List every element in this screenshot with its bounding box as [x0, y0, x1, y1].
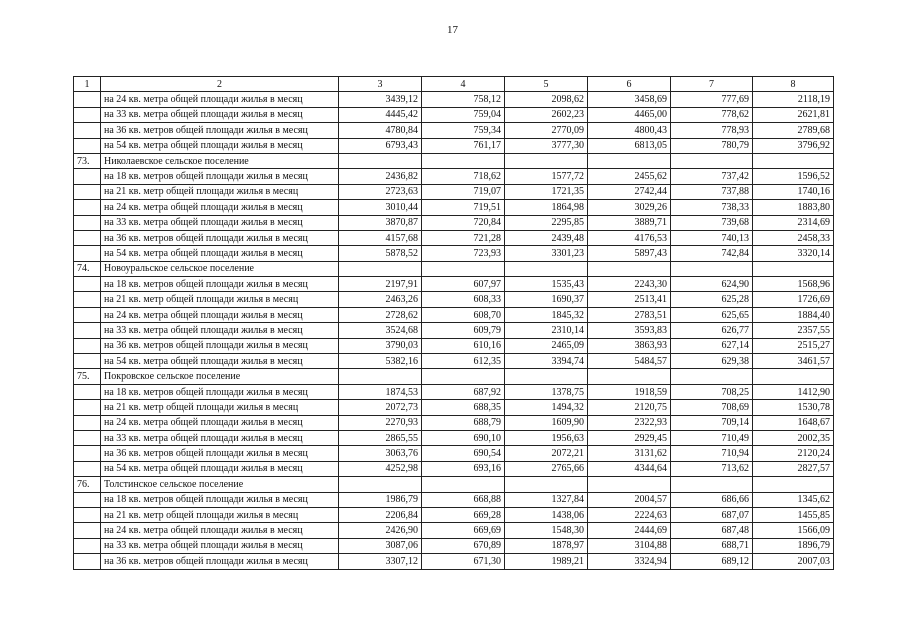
value-cell-col3: 4252,98 [339, 461, 422, 476]
value-cell-col6: 3889,71 [588, 215, 671, 230]
table-row [74, 138, 834, 153]
row-number-cell [74, 246, 101, 261]
value-cell-col7: 687,07 [671, 507, 753, 522]
table-row [74, 507, 834, 522]
value-cell-col3: 2206,84 [339, 507, 422, 522]
area-description-cell: на 33 кв. метра общей площади жилья в месяц [101, 215, 339, 230]
value-cell-col6: 2513,41 [588, 292, 671, 307]
value-cell-col6: 3593,83 [588, 323, 671, 338]
area-description-cell: на 21 кв. метр общей площади жилья в месяц [101, 507, 339, 522]
value-cell-col7: 625,28 [671, 292, 753, 307]
settlement-row [74, 369, 834, 384]
value-cell-col4 [422, 369, 505, 384]
row-number-cell [74, 292, 101, 307]
value-cell-col8: 1726,69 [753, 292, 834, 307]
value-cell-col6: 4176,53 [588, 230, 671, 245]
value-cell-col3: 4780,84 [339, 123, 422, 138]
value-cell-col7: 737,42 [671, 169, 753, 184]
value-cell-col5: 1494,32 [505, 400, 588, 415]
value-cell-col7: 687,48 [671, 523, 753, 538]
row-number-cell [74, 523, 101, 538]
area-description-cell: на 21 кв. метр общей площади жилья в месяц [101, 292, 339, 307]
value-cell-col7: 709,14 [671, 415, 753, 430]
value-cell-col6: 3131,62 [588, 446, 671, 461]
value-cell-col8: 2118,19 [753, 92, 834, 107]
table-row [74, 200, 834, 215]
table-body [74, 77, 834, 570]
value-cell-col8: 1345,62 [753, 492, 834, 507]
row-number-cell [74, 430, 101, 445]
value-cell-col4: 669,28 [422, 507, 505, 522]
value-cell-col5: 3394,74 [505, 354, 588, 369]
table-row [74, 107, 834, 122]
value-cell-col3: 3870,87 [339, 215, 422, 230]
value-cell-col8: 2007,03 [753, 554, 834, 569]
value-cell-col5 [505, 153, 588, 168]
value-cell-col7: 708,25 [671, 384, 753, 399]
settlement-row [74, 261, 834, 276]
area-description-cell: на 36 кв. метров общей площади жилья в месяц [101, 554, 339, 569]
value-cell-col7: 629,38 [671, 354, 753, 369]
area-description-cell: на 33 кв. метра общей площади жилья в месяц [101, 323, 339, 338]
value-cell-col6 [588, 153, 671, 168]
value-cell-col8: 1530,78 [753, 400, 834, 415]
area-description-cell: на 33 кв. метра общей площади жилья в месяц [101, 538, 339, 553]
value-cell-col4: 721,28 [422, 230, 505, 245]
value-cell-col3: 2270,93 [339, 415, 422, 430]
value-cell-col8: 1740,16 [753, 184, 834, 199]
value-cell-col3: 2865,55 [339, 430, 422, 445]
value-cell-col5: 3301,23 [505, 246, 588, 261]
value-cell-col5: 2765,66 [505, 461, 588, 476]
row-number-cell [74, 492, 101, 507]
area-description-cell: на 54 кв. метра общей площади жилья в месяц [101, 354, 339, 369]
area-description-cell: на 18 кв. метров общей площади жилья в месяц [101, 492, 339, 507]
tariff-table [73, 76, 834, 570]
value-cell-col7 [671, 477, 753, 492]
value-cell-col8: 2314,69 [753, 215, 834, 230]
value-cell-col5: 1438,06 [505, 507, 588, 522]
header-cell: 3 [339, 77, 422, 92]
value-cell-col3: 2463,26 [339, 292, 422, 307]
row-number-cell [74, 277, 101, 292]
value-cell-col6: 4800,43 [588, 123, 671, 138]
table-row [74, 184, 834, 199]
value-cell-col7: 778,93 [671, 123, 753, 138]
table-row [74, 461, 834, 476]
row-number-cell [74, 538, 101, 553]
value-cell-col4: 608,33 [422, 292, 505, 307]
value-cell-col3: 3307,12 [339, 554, 422, 569]
value-cell-col4 [422, 153, 505, 168]
value-cell-col7: 686,66 [671, 492, 753, 507]
value-cell-col5: 1956,63 [505, 430, 588, 445]
value-cell-col6: 2120,75 [588, 400, 671, 415]
value-cell-col3: 3790,03 [339, 338, 422, 353]
value-cell-col5: 2072,21 [505, 446, 588, 461]
value-cell-col7: 778,62 [671, 107, 753, 122]
table-row [74, 338, 834, 353]
area-description-cell: на 33 кв. метра общей площади жилья в месяц [101, 107, 339, 122]
header-cell: 5 [505, 77, 588, 92]
value-cell-col5: 1878,97 [505, 538, 588, 553]
value-cell-col6: 4465,00 [588, 107, 671, 122]
value-cell-col3: 2728,62 [339, 307, 422, 322]
value-cell-col4: 718,62 [422, 169, 505, 184]
value-cell-col8: 2621,81 [753, 107, 834, 122]
row-number-cell [74, 354, 101, 369]
value-cell-col7: 625,65 [671, 307, 753, 322]
value-cell-col4: 688,79 [422, 415, 505, 430]
value-cell-col6: 2742,44 [588, 184, 671, 199]
area-description-cell: на 36 кв. метров общей площади жилья в месяц [101, 446, 339, 461]
row-number-cell: 73. [74, 153, 101, 168]
value-cell-col3: 5878,52 [339, 246, 422, 261]
row-number-cell [74, 200, 101, 215]
area-description-cell: на 24 кв. метра общей площади жилья в месяц [101, 523, 339, 538]
value-cell-col7: 739,68 [671, 215, 753, 230]
value-cell-col8: 2789,68 [753, 123, 834, 138]
value-cell-col5: 3777,30 [505, 138, 588, 153]
table-row [74, 277, 834, 292]
area-description-cell: на 24 кв. метра общей площади жилья в месяц [101, 307, 339, 322]
value-cell-col8: 2458,33 [753, 230, 834, 245]
value-cell-col3: 3063,76 [339, 446, 422, 461]
value-cell-col7: 710,49 [671, 430, 753, 445]
value-cell-col4: 759,04 [422, 107, 505, 122]
header-cell: 7 [671, 77, 753, 92]
value-cell-col5 [505, 369, 588, 384]
row-number-cell [74, 461, 101, 476]
value-cell-col3: 2723,63 [339, 184, 422, 199]
value-cell-col7: 688,71 [671, 538, 753, 553]
value-cell-col4: 719,51 [422, 200, 505, 215]
value-cell-col8: 1455,85 [753, 507, 834, 522]
table-row [74, 230, 834, 245]
value-cell-col6: 4344,64 [588, 461, 671, 476]
value-cell-col3: 3087,06 [339, 538, 422, 553]
value-cell-col5: 1721,35 [505, 184, 588, 199]
value-cell-col7 [671, 369, 753, 384]
value-cell-col7 [671, 153, 753, 168]
value-cell-col3: 2072,73 [339, 400, 422, 415]
row-number-cell [74, 107, 101, 122]
table-row [74, 323, 834, 338]
value-cell-col7: 737,88 [671, 184, 753, 199]
table-row [74, 554, 834, 569]
table-row [74, 307, 834, 322]
table-row [74, 430, 834, 445]
value-cell-col4: 719,07 [422, 184, 505, 199]
value-cell-col5 [505, 261, 588, 276]
table-row [74, 492, 834, 507]
row-number-cell [74, 215, 101, 230]
row-number-cell [74, 307, 101, 322]
value-cell-col3: 6793,43 [339, 138, 422, 153]
value-cell-col4: 669,69 [422, 523, 505, 538]
value-cell-col3 [339, 369, 422, 384]
table-row [74, 92, 834, 107]
value-cell-col5: 1535,43 [505, 277, 588, 292]
value-cell-col5: 1327,84 [505, 492, 588, 507]
value-cell-col8: 3320,14 [753, 246, 834, 261]
value-cell-col7: 713,62 [671, 461, 753, 476]
value-cell-col6: 2224,63 [588, 507, 671, 522]
value-cell-col6: 2783,51 [588, 307, 671, 322]
value-cell-col6: 3458,69 [588, 92, 671, 107]
value-cell-col3: 4445,42 [339, 107, 422, 122]
value-cell-col8: 3461,57 [753, 354, 834, 369]
value-cell-col8 [753, 153, 834, 168]
value-cell-col4: 610,16 [422, 338, 505, 353]
value-cell-col3: 3439,12 [339, 92, 422, 107]
value-cell-col5: 1609,90 [505, 415, 588, 430]
value-cell-col4: 612,35 [422, 354, 505, 369]
value-cell-col8 [753, 477, 834, 492]
value-cell-col5: 1548,30 [505, 523, 588, 538]
value-cell-col5: 1577,72 [505, 169, 588, 184]
value-cell-col8 [753, 369, 834, 384]
row-number-cell [74, 138, 101, 153]
area-description-cell: на 21 кв. метр общей площади жилья в месяц [101, 400, 339, 415]
value-cell-col4: 671,30 [422, 554, 505, 569]
value-cell-col4 [422, 477, 505, 492]
settlement-name-cell: Толстинское сельское поселение [101, 477, 339, 492]
value-cell-col4: 761,17 [422, 138, 505, 153]
value-cell-col5: 2770,09 [505, 123, 588, 138]
value-cell-col3: 5382,16 [339, 354, 422, 369]
value-cell-col7: 626,77 [671, 323, 753, 338]
table-row [74, 169, 834, 184]
settlement-name-cell: Николаевское сельское поселение [101, 153, 339, 168]
value-cell-col5: 2310,14 [505, 323, 588, 338]
table-row [74, 292, 834, 307]
value-cell-col6 [588, 477, 671, 492]
header-cell: 8 [753, 77, 834, 92]
value-cell-col5 [505, 477, 588, 492]
table-row [74, 415, 834, 430]
area-description-cell: на 36 кв. метров общей площади жилья в месяц [101, 338, 339, 353]
value-cell-col8 [753, 261, 834, 276]
value-cell-col6: 3863,93 [588, 338, 671, 353]
value-cell-col4: 608,70 [422, 307, 505, 322]
value-cell-col4: 687,92 [422, 384, 505, 399]
row-number-cell [74, 384, 101, 399]
value-cell-col7: 624,90 [671, 277, 753, 292]
table-row [74, 446, 834, 461]
value-cell-col6: 6813,05 [588, 138, 671, 153]
value-cell-col6: 5897,43 [588, 246, 671, 261]
area-description-cell: на 24 кв. метра общей площади жилья в месяц [101, 92, 339, 107]
value-cell-col3: 1874,53 [339, 384, 422, 399]
area-description-cell: на 21 кв. метр общей площади жилья в месяц [101, 184, 339, 199]
area-description-cell: на 36 кв. метров общей площади жилья в месяц [101, 123, 339, 138]
value-cell-col8: 2002,35 [753, 430, 834, 445]
value-cell-col8: 1883,80 [753, 200, 834, 215]
value-cell-col3 [339, 477, 422, 492]
row-number-cell [74, 184, 101, 199]
value-cell-col3: 1986,79 [339, 492, 422, 507]
value-cell-col8: 2827,57 [753, 461, 834, 476]
value-cell-col6: 3324,94 [588, 554, 671, 569]
value-cell-col6: 5484,57 [588, 354, 671, 369]
table-row [74, 354, 834, 369]
value-cell-col3: 2436,82 [339, 169, 422, 184]
header-cell: 4 [422, 77, 505, 92]
table-row [74, 215, 834, 230]
value-cell-col4: 759,34 [422, 123, 505, 138]
value-cell-col5: 2098,62 [505, 92, 588, 107]
value-cell-col5: 1989,21 [505, 554, 588, 569]
row-number-cell: 75. [74, 369, 101, 384]
value-cell-col3: 3010,44 [339, 200, 422, 215]
value-cell-col5: 1864,98 [505, 200, 588, 215]
value-cell-col6: 3104,88 [588, 538, 671, 553]
row-number-cell [74, 230, 101, 245]
value-cell-col3 [339, 153, 422, 168]
row-number-cell [74, 323, 101, 338]
value-cell-col4: 693,16 [422, 461, 505, 476]
settlement-name-cell: Новоуральское сельское поселение [101, 261, 339, 276]
value-cell-col8: 2357,55 [753, 323, 834, 338]
row-number-cell [74, 446, 101, 461]
settlement-row [74, 153, 834, 168]
value-cell-col4: 609,79 [422, 323, 505, 338]
value-cell-col3: 2197,91 [339, 277, 422, 292]
row-number-cell [74, 400, 101, 415]
value-cell-col4: 690,54 [422, 446, 505, 461]
value-cell-col6: 2929,45 [588, 430, 671, 445]
table-row [74, 123, 834, 138]
table-header-row [74, 77, 834, 92]
value-cell-col4: 720,84 [422, 215, 505, 230]
value-cell-col5: 1378,75 [505, 384, 588, 399]
area-description-cell: на 54 кв. метра общей площади жилья в месяц [101, 461, 339, 476]
value-cell-col5: 2295,85 [505, 215, 588, 230]
value-cell-col4 [422, 261, 505, 276]
area-description-cell: на 24 кв. метра общей площади жилья в месяц [101, 415, 339, 430]
value-cell-col6 [588, 369, 671, 384]
value-cell-col8: 1596,52 [753, 169, 834, 184]
table-row [74, 384, 834, 399]
value-cell-col5: 2602,23 [505, 107, 588, 122]
row-number-cell: 74. [74, 261, 101, 276]
row-number-cell [74, 415, 101, 430]
value-cell-col6: 2455,62 [588, 169, 671, 184]
value-cell-col4: 670,89 [422, 538, 505, 553]
area-description-cell: на 18 кв. метров общей площади жилья в месяц [101, 384, 339, 399]
row-number-cell [74, 338, 101, 353]
value-cell-col6: 3029,26 [588, 200, 671, 215]
area-description-cell: на 36 кв. метров общей площади жилья в месяц [101, 230, 339, 245]
value-cell-col8: 1566,09 [753, 523, 834, 538]
value-cell-col5: 1845,32 [505, 307, 588, 322]
table-row [74, 246, 834, 261]
value-cell-col6: 2004,57 [588, 492, 671, 507]
value-cell-col8: 1896,79 [753, 538, 834, 553]
value-cell-col6 [588, 261, 671, 276]
area-description-cell: на 54 кв. метра общей площади жилья в месяц [101, 138, 339, 153]
area-description-cell: на 54 кв. метра общей площади жилья в месяц [101, 246, 339, 261]
value-cell-col8: 1884,40 [753, 307, 834, 322]
value-cell-col7: 777,69 [671, 92, 753, 107]
settlement-name-cell: Покровское сельское поселение [101, 369, 339, 384]
row-number-cell [74, 507, 101, 522]
value-cell-col7: 780,79 [671, 138, 753, 153]
area-description-cell: на 33 кв. метра общей площади жилья в месяц [101, 430, 339, 445]
header-cell: 6 [588, 77, 671, 92]
value-cell-col8: 2120,24 [753, 446, 834, 461]
header-cell: 1 [74, 77, 101, 92]
value-cell-col7: 738,33 [671, 200, 753, 215]
value-cell-col3: 2426,90 [339, 523, 422, 538]
value-cell-col6: 2444,69 [588, 523, 671, 538]
value-cell-col7: 689,12 [671, 554, 753, 569]
value-cell-col3: 3524,68 [339, 323, 422, 338]
value-cell-col7: 742,84 [671, 246, 753, 261]
table-row [74, 538, 834, 553]
value-cell-col8: 1412,90 [753, 384, 834, 399]
area-description-cell: на 18 кв. метров общей площади жилья в месяц [101, 277, 339, 292]
value-cell-col7: 710,94 [671, 446, 753, 461]
value-cell-col8: 2515,27 [753, 338, 834, 353]
value-cell-col7: 740,13 [671, 230, 753, 245]
table-row [74, 523, 834, 538]
row-number-cell [74, 123, 101, 138]
header-cell: 2 [101, 77, 339, 92]
value-cell-col6: 1918,59 [588, 384, 671, 399]
value-cell-col8: 3796,92 [753, 138, 834, 153]
table-row [74, 400, 834, 415]
value-cell-col8: 1568,96 [753, 277, 834, 292]
row-number-cell [74, 92, 101, 107]
value-cell-col4: 758,12 [422, 92, 505, 107]
value-cell-col7: 708,69 [671, 400, 753, 415]
value-cell-col7 [671, 261, 753, 276]
row-number-cell: 76. [74, 477, 101, 492]
row-number-cell [74, 169, 101, 184]
value-cell-col7: 627,14 [671, 338, 753, 353]
value-cell-col8: 1648,67 [753, 415, 834, 430]
value-cell-col4: 607,97 [422, 277, 505, 292]
area-description-cell: на 24 кв. метра общей площади жилья в месяц [101, 200, 339, 215]
value-cell-col5: 1690,37 [505, 292, 588, 307]
value-cell-col4: 723,93 [422, 246, 505, 261]
value-cell-col3: 4157,68 [339, 230, 422, 245]
value-cell-col5: 2439,48 [505, 230, 588, 245]
value-cell-col4: 668,88 [422, 492, 505, 507]
value-cell-col6: 2322,93 [588, 415, 671, 430]
value-cell-col3 [339, 261, 422, 276]
row-number-cell [74, 554, 101, 569]
value-cell-col6: 2243,30 [588, 277, 671, 292]
settlement-row [74, 477, 834, 492]
page-number: 17 [447, 24, 458, 36]
value-cell-col5: 2465,09 [505, 338, 588, 353]
area-description-cell: на 18 кв. метров общей площади жилья в месяц [101, 169, 339, 184]
value-cell-col4: 688,35 [422, 400, 505, 415]
value-cell-col4: 690,10 [422, 430, 505, 445]
